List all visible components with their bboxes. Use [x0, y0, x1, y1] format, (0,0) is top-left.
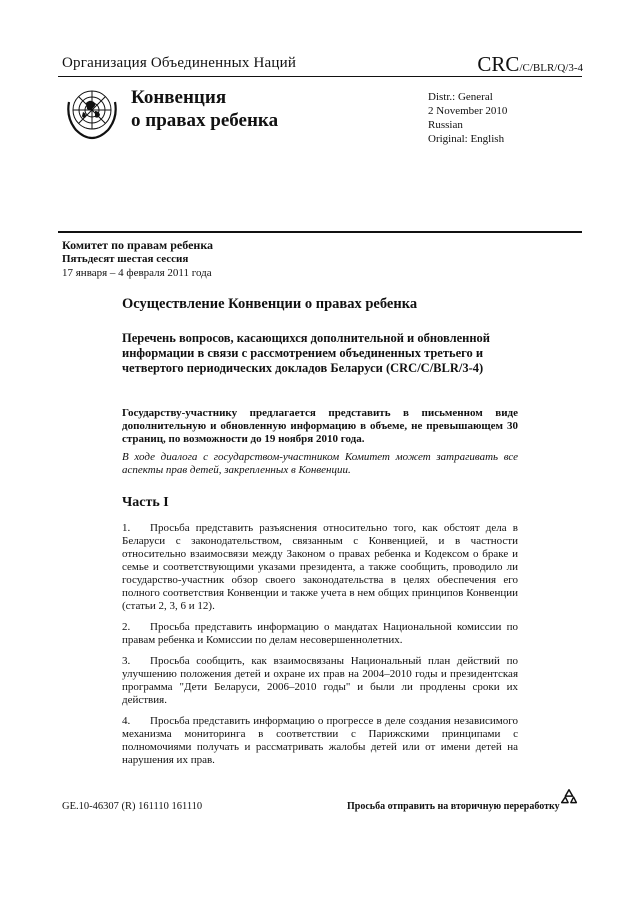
- paragraph-number: 4.: [122, 715, 131, 727]
- distr-line: 2 November 2010: [428, 105, 508, 117]
- committee-block: [62, 238, 213, 280]
- paragraph-text: Просьба представить разъяснения относительно того, как обстоят дела в Беларуси с законодательством, связанным с Конвенцией, и в частности относительно взаимосвязи между Законом о правах ребенка и Кодексом о браке и семье и соответствующими указами президента, а также сообщить, проводило ли государство-участник обзор своего законодательства в целях обеспечения его полного соответствия Конвенции и также учета в нем общих принципов Конвенции (статьи 2, 3, 6 и 12).: [122, 522, 518, 612]
- convention-title-line1: Конвенция: [131, 87, 227, 108]
- distr-line: Original: English: [428, 133, 505, 145]
- request-text: Государству-участнику предлагается представить в письменном виде дополнительную и обновленную информацию в объеме, не превышающем 30 страниц, по возможности до 19 ноября 2010 года.: [122, 407, 518, 445]
- distr-line: Distr.: General: [428, 91, 493, 103]
- subtitle: Перечень вопросов, касающихся дополнительной и обновленной информации в связи с рассмотрением объединенных третьего и четвертого периодических докладов Беларуси (CRC/C/BLR/3-4): [122, 331, 490, 375]
- paragraph-number: 1.: [122, 522, 131, 534]
- paragraph-number: 3.: [122, 655, 131, 667]
- un-emblem-icon: [62, 82, 122, 142]
- italic-note: В ходе диалога с государством-участником Комитет может затрагивать все аспекты прав детей, закрепленных в Конвенции.: [122, 451, 518, 476]
- committee-name: Комитет по правам ребенка: [62, 238, 214, 252]
- symbol-suffix: /C/BLR/Q/3-4: [519, 62, 583, 74]
- convention-title-line2: о правах ребенка: [131, 110, 279, 131]
- footer-reference: GE.10-46307 (R) 161110 161110: [62, 801, 203, 812]
- recycle-icon: [558, 787, 580, 809]
- session-name: Пятьдесят шестая сессия: [62, 253, 189, 265]
- paragraph-text: Просьба сообщить, как взаимосвязаны Национальный план действий по улучшению положения детей и охране их прав на 2004–2010 годы и президентская программа "Дети Беларуси, 2006–2010 годы" и были ли продлены сроки их действия.: [122, 655, 518, 706]
- main-title: Осуществление Конвенции о правах ребенка: [122, 296, 418, 312]
- paragraph: [122, 522, 518, 613]
- distribution-info: [428, 90, 507, 146]
- paragraph: [122, 621, 518, 647]
- document-symbol: [477, 52, 583, 77]
- header-rule: [58, 76, 582, 77]
- convention-title: [131, 86, 278, 132]
- symbol-main: CRC: [477, 52, 520, 76]
- session-dates: 17 января – 4 февраля 2011 года: [62, 267, 212, 279]
- distr-line: Russian: [428, 119, 463, 131]
- organization-name: Организация Объединенных Наций: [62, 55, 297, 71]
- recycle-note: Просьба отправить на вторичную переработку: [347, 801, 560, 812]
- paragraph: [122, 655, 518, 707]
- paragraph-text: Просьба представить информацию о мандатах Национальной комиссии по правам ребенка и Комиссии по делам несовершеннолетних.: [122, 621, 518, 646]
- paragraph: [122, 715, 518, 767]
- paragraph-text: Просьба представить информацию о прогрессе в деле создания независимого механизма мониторинга в соответствии с Парижскими принципами с полномочиями получать и рассматривать жалобы детей или от имени детей на нарушения их прав.: [122, 715, 518, 766]
- paragraphs: [122, 522, 518, 775]
- section-rule: [58, 231, 582, 233]
- paragraph-number: 2.: [122, 621, 131, 633]
- part-heading: Часть I: [122, 495, 169, 510]
